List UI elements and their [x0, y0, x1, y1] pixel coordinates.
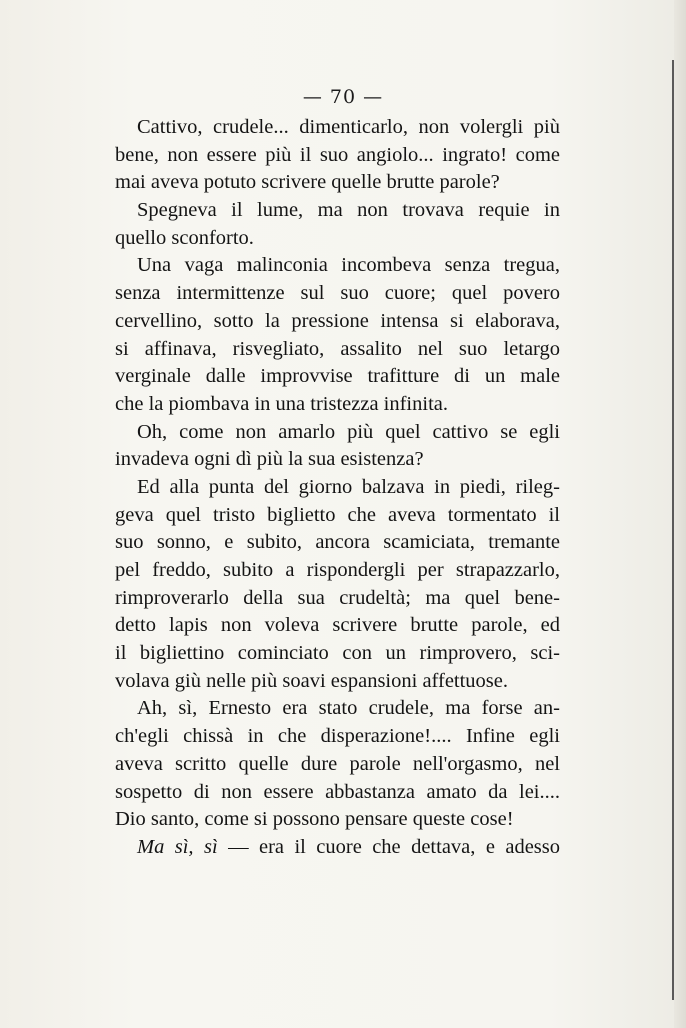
paragraph-7: [115, 834, 560, 862]
text-line: senza intermittenze sul suo cuore; quel povero: [115, 282, 560, 305]
page-gutter-shadow: [674, 0, 686, 1028]
text-line: quello sconforto.: [115, 226, 254, 249]
text-line: geva quel tristo biglietto che aveva tormentato il: [115, 503, 560, 526]
text-line: volava giù nelle più soavi espansioni affettuose.: [115, 669, 509, 692]
text-line: Oh, come non amarlo più quel cattivo se egli: [137, 420, 560, 443]
text-line: Una vaga malinconia incombeva senza tregua,: [137, 254, 560, 277]
text-line: bene, non essere più il suo angiolo... ingrato! come: [115, 143, 560, 166]
text-line: Cattivo, crudele... dimenticarlo, non volergli più: [137, 116, 560, 138]
text-line-rest: — era il cuore che dettava, e adesso: [217, 835, 560, 858]
text-line: Dio santo, come si possono pensare queste cose!: [115, 808, 514, 831]
text-line: Spegneva il lume, ma non trovava requie in: [137, 199, 560, 222]
paragraph-3: [115, 252, 560, 418]
text-line: pel freddo, subito a rispondergli per strapazzarlo,: [115, 559, 560, 581]
text-line: Ed alla punta del giorno balzava in piedi, rileg-: [137, 475, 560, 498]
text-line: aveva scritto quelle dure parole nell'orgasmo, nel: [115, 752, 560, 775]
page-edge-line: [672, 60, 674, 1000]
text-line: Ah, sì, Ernesto era stato crudele, ma forse an-: [137, 697, 560, 720]
text-line: mai aveva potuto scrivere quelle brutte parole?: [115, 171, 500, 194]
text-line: verginale dalle improvvise trafitture di un male: [115, 365, 560, 388]
text-line: detto lapis non voleva scrivere brutte parole, ed: [115, 614, 560, 637]
body-text: [115, 114, 560, 862]
page-number: — 70 —: [302, 86, 384, 108]
text-line: sospetto di non essere abbastanza amato da lei....: [115, 780, 560, 803]
text-line: suo sonno, e subito, ancora scamiciata, tremante: [115, 531, 560, 554]
text-line: si affinava, risvegliato, assalito nel suo letargo: [115, 337, 560, 360]
text-line: invadeva ogni dì più la sua esistenza?: [115, 448, 424, 471]
italic-lead: Ma sì, sì: [137, 835, 218, 858]
text-line: [115, 834, 560, 862]
paragraph-1: [115, 114, 560, 197]
text-line: rimproverarlo della sua crudeltà; ma quel bene-: [115, 586, 560, 609]
paragraph-4: [115, 419, 560, 474]
paragraph-5: [115, 474, 560, 696]
paragraph-6: [115, 695, 560, 833]
paragraph-2: [115, 197, 560, 252]
text-line: cervellino, sotto la pressione intensa si elaborava,: [115, 309, 560, 332]
text-line: ch'egli chissà in che disperazione!.... Infine egli: [115, 725, 560, 748]
text-line: che la piombava in una tristezza infinita.: [115, 392, 448, 415]
text-line: il bigliettino cominciato con un rimprovero, sci-: [115, 642, 560, 665]
